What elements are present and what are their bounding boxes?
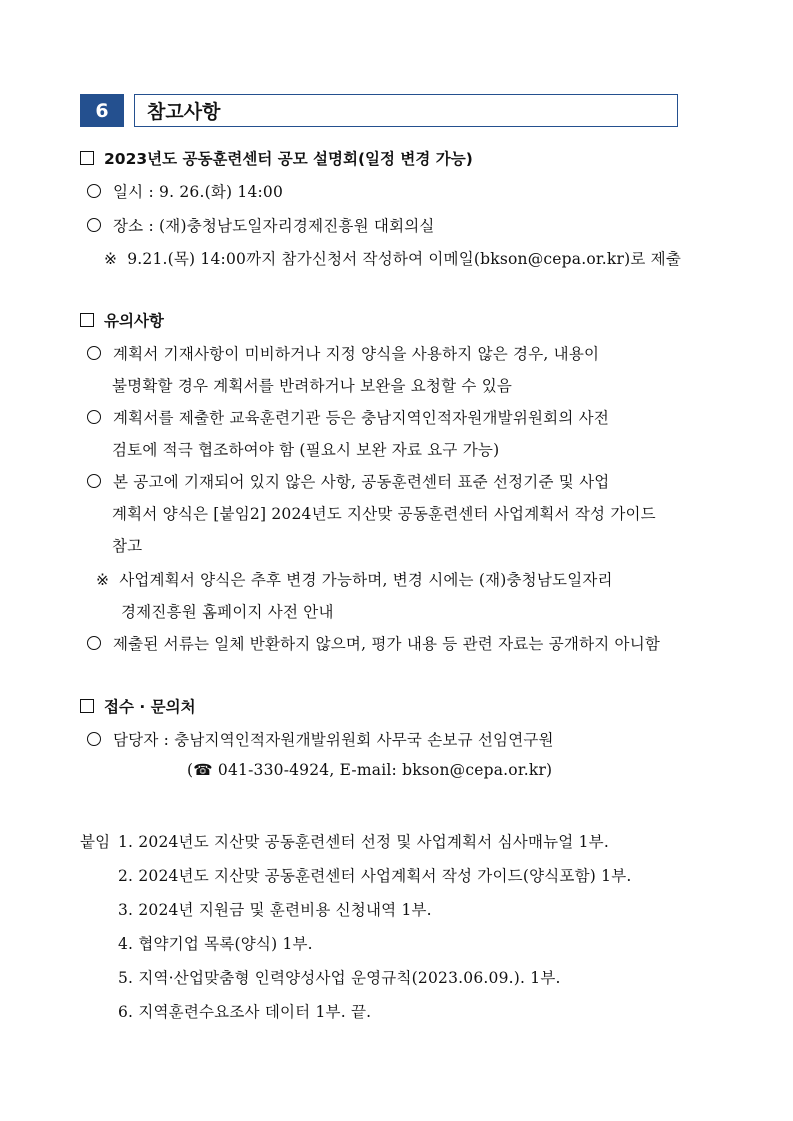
briefing-note: 9.21.(목) 14:00까지 참가신청서 작성하여 이메일(bkson@cepa.or.kr)로 제출 (127, 250, 682, 268)
square-bullet-icon (80, 313, 94, 327)
contact-phone-email: (☎ 041-330-4924, E-mail: bkson@cepa.or.kr) (187, 761, 553, 779)
caution-note-row (96, 568, 613, 590)
note-mark: ※ (96, 571, 110, 589)
caution-1-line-1: 계획서 기재사항이 미비하거나 지정 양식을 사용하지 않은 경우, 내용이 (113, 345, 600, 363)
briefing-place-row (87, 214, 435, 236)
circle-bullet-icon (87, 218, 101, 232)
contact-person: 담당자 : 충남지역인적자원개발위원회 사무국 손보규 선임연구원 (113, 731, 554, 749)
briefing-date-row (87, 180, 283, 202)
cautions-heading-row (80, 309, 164, 331)
caution-item-1 (87, 342, 715, 364)
caution-3-line-1: 본 공고에 기재되어 있지 않은 사항, 공동훈련센터 표준 선정기준 및 사업 (113, 473, 610, 491)
cautions-heading: 유의사항 (104, 312, 164, 330)
attachment-item-1: 1. 2024년도 지산맞 공동훈련센터 선정 및 사업계획서 심사매뉴얼 1부. (118, 833, 609, 851)
circle-bullet-icon (87, 732, 101, 746)
section-title: 참고사항 (147, 101, 221, 123)
caution-note-line-1: 사업계획서 양식은 추후 변경 가능하며, 변경 시에는 (재)충청남도일자리 (119, 571, 613, 589)
contact-person-row (87, 728, 554, 750)
circle-bullet-icon (87, 184, 101, 198)
note-mark: ※ (104, 250, 118, 268)
section-title-box (134, 94, 678, 127)
contact-heading-row (80, 695, 196, 717)
attachment-item-3: 3. 2024년 지원금 및 훈련비용 신청내역 1부. (118, 901, 432, 919)
briefing-heading: 2023년도 공동훈련센터 공모 설명회(일정 변경 가능) (104, 150, 473, 168)
caution-item-3 (87, 470, 609, 492)
caution-3-line-3: 참고 (112, 537, 143, 555)
circle-bullet-icon (87, 346, 101, 360)
section-number-badge: 6 (80, 94, 124, 127)
circle-bullet-icon (87, 474, 101, 488)
caution-4-text: 제출된 서류는 일체 반환하지 않으며, 평가 내용 등 관련 자료는 공개하지 아니함 (113, 635, 661, 653)
attachment-item-4: 4. 협약기업 목록(양식) 1부. (118, 935, 313, 953)
caution-1-line-2: 불명확할 경우 계획서를 반려하거나 보완을 요청할 수 있음 (112, 377, 513, 395)
square-bullet-icon (80, 699, 94, 713)
briefing-note-row (104, 247, 681, 269)
caution-2-line-1: 계획서를 제출한 교육훈련기관 등은 충남지역인적자원개발위원회의 사전 (113, 409, 609, 427)
briefing-heading-row (80, 147, 473, 169)
contact-heading: 접수 · 문의처 (104, 698, 196, 716)
attachment-item-2: 2. 2024년도 지산맞 공동훈련센터 사업계획서 작성 가이드(양식포함) 1부. (118, 867, 632, 885)
circle-bullet-icon (87, 410, 101, 424)
circle-bullet-icon (87, 636, 101, 650)
caution-item-2 (87, 406, 609, 428)
caution-note-line-2: 경제진흥원 홈페이지 사전 안내 (121, 603, 334, 621)
attachment-item-5: 5. 지역·산업맞춤형 인력양성사업 운영규칙(2023.06.09.). 1부. (118, 969, 561, 987)
caution-item-4 (87, 632, 660, 654)
attachments-label: 붙임 (80, 833, 111, 851)
square-bullet-icon (80, 151, 94, 165)
briefing-date: 일시 : 9. 26.(화) 14:00 (113, 183, 284, 201)
caution-2-line-2: 검토에 적극 협조하여야 함 (필요시 보완 자료 요구 가능) (112, 441, 500, 459)
caution-3-line-2: 계획서 양식은 [붙임2] 2024년도 지산맞 공동훈련센터 사업계획서 작성 가이드 (112, 505, 656, 523)
briefing-place: 장소 : (재)충청남도일자리경제진흥원 대회의실 (113, 217, 435, 235)
attachment-item-6: 6. 지역훈련수요조사 데이터 1부. 끝. (118, 1003, 372, 1021)
